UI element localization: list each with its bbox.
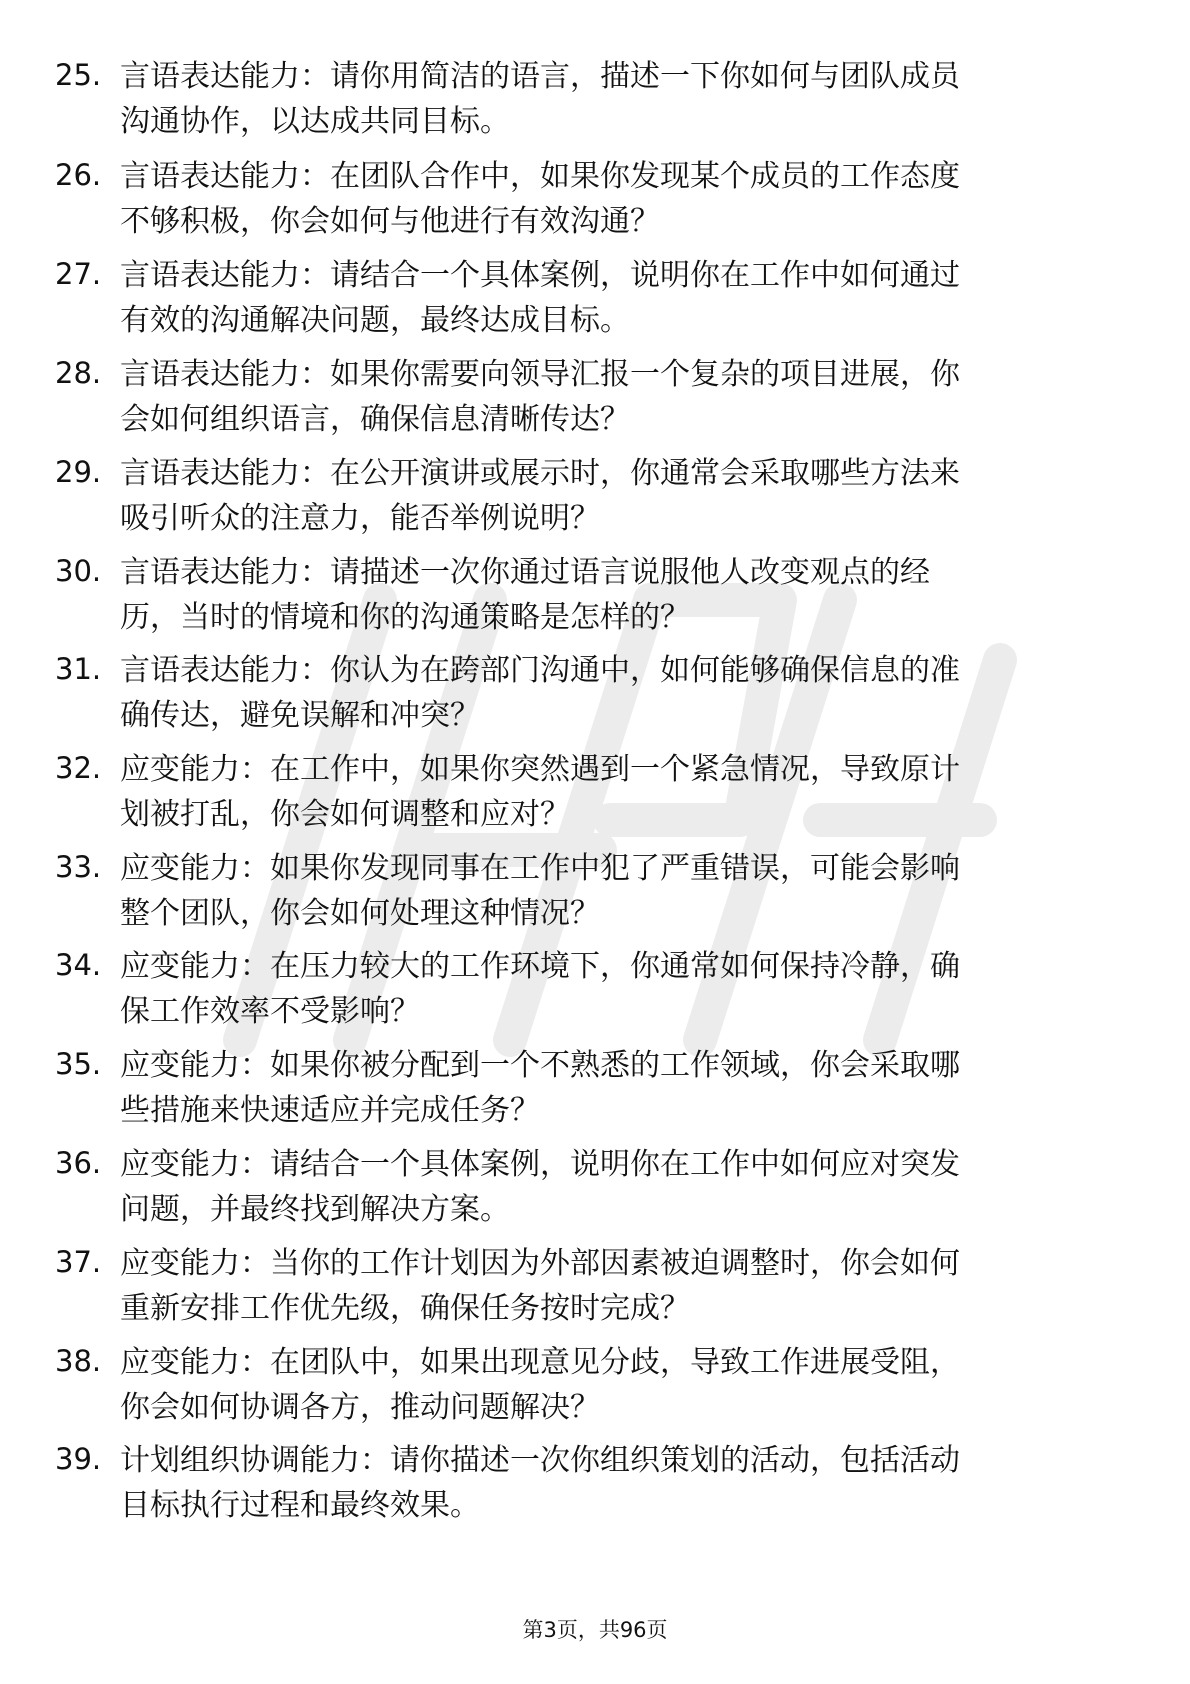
question-number: 38. [55,1344,102,1378]
question-number: 27. [55,257,102,291]
question-text: 言语表达能力：在团队合作中，如果你发现某个成员的工作态度 不够积极，你会如何与他进行有效沟通？ [120,159,960,239]
question-item [0,1088,1190,1227]
question-item [0,890,1190,1029]
question-item [0,1286,1190,1425]
question-text: 计划组织协调能力：请你描述一次你组织策划的活动，包括活动 目标执行过程和最终效果。 [120,1443,960,1523]
question-number: 35. [55,1047,102,1081]
question-text: 应变能力：当你的工作计划因为外部因素被迫调整时，你会如何 重新安排工作优先级，确保任务按时完成？ [120,1246,960,1326]
question-item [0,693,1190,832]
question-number: 34. [55,948,102,982]
question-item [0,0,1190,139]
question-text: 言语表达能力：请你用简洁的语言，描述一下你如何与团队成员 沟通协作，以达成共同目标。 [120,59,960,139]
question-number: 25. [55,58,102,92]
question-item [0,1187,1190,1326]
question-item [0,594,1190,733]
question-number: 39. [55,1442,102,1476]
question-item [0,199,1190,338]
question-number: 29. [55,455,102,489]
question-text: 言语表达能力：你认为在跨部门沟通中，如何能够确保信息的准 确传达，避免误解和冲突？ [120,653,960,733]
question-item [0,298,1190,437]
question-item [0,397,1190,536]
question-item [0,989,1190,1128]
question-text: 应变能力：在压力较大的工作环境下，你通常如何保持冷静，确 保工作效率不受影响？ [120,949,960,1029]
page-footer: 第3页，共96页 [522,1618,668,1642]
question-item [0,792,1190,931]
question-number: 31. [55,652,102,686]
question-number: 26. [55,158,102,192]
question-text: 应变能力：在团队中，如果出现意见分歧，导致工作进展受阻， 你会如何协调各方，推动问题解决？ [120,1345,960,1425]
question-text: 言语表达能力：在公开演讲或展示时，你通常会采取哪些方法来 吸引听众的注意力，能否举例说明？ [120,456,960,536]
question-number: 33. [55,850,102,884]
question-number: 30. [55,554,102,588]
question-text: 应变能力：请结合一个具体案例，说明你在工作中如何应对突发 问题，并最终找到解决方案。 [120,1147,960,1227]
question-item [0,496,1190,635]
question-text: 应变能力：在工作中，如果你突然遇到一个紧急情况，导致原计 划被打乱，你会如何调整和应对？ [120,752,960,832]
question-number: 36. [55,1146,102,1180]
question-text: 言语表达能力：如果你需要向领导汇报一个复杂的项目进展，你 会如何组织语言，确保信息清晰传达？ [120,357,960,437]
question-number: 32. [55,751,102,785]
question-item [0,1384,1190,1523]
question-text: 应变能力：如果你发现同事在工作中犯了严重错误，可能会影响 整个团队，你会如何处理这种情况？ [120,851,960,931]
question-text: 言语表达能力：请结合一个具体案例，说明你在工作中如何通过 有效的沟通解决问题，最终达成目标。 [120,258,960,338]
question-text: 应变能力：如果你被分配到一个不熟悉的工作领域，你会采取哪 些措施来快速适应并完成任务？ [120,1048,960,1128]
question-item [0,100,1190,239]
question-text: 言语表达能力：请描述一次你通过语言说服他人改变观点的经 历，当时的情境和你的沟通策略是怎样的？ [120,555,930,635]
question-number: 37. [55,1245,102,1279]
question-number: 28. [55,356,102,390]
